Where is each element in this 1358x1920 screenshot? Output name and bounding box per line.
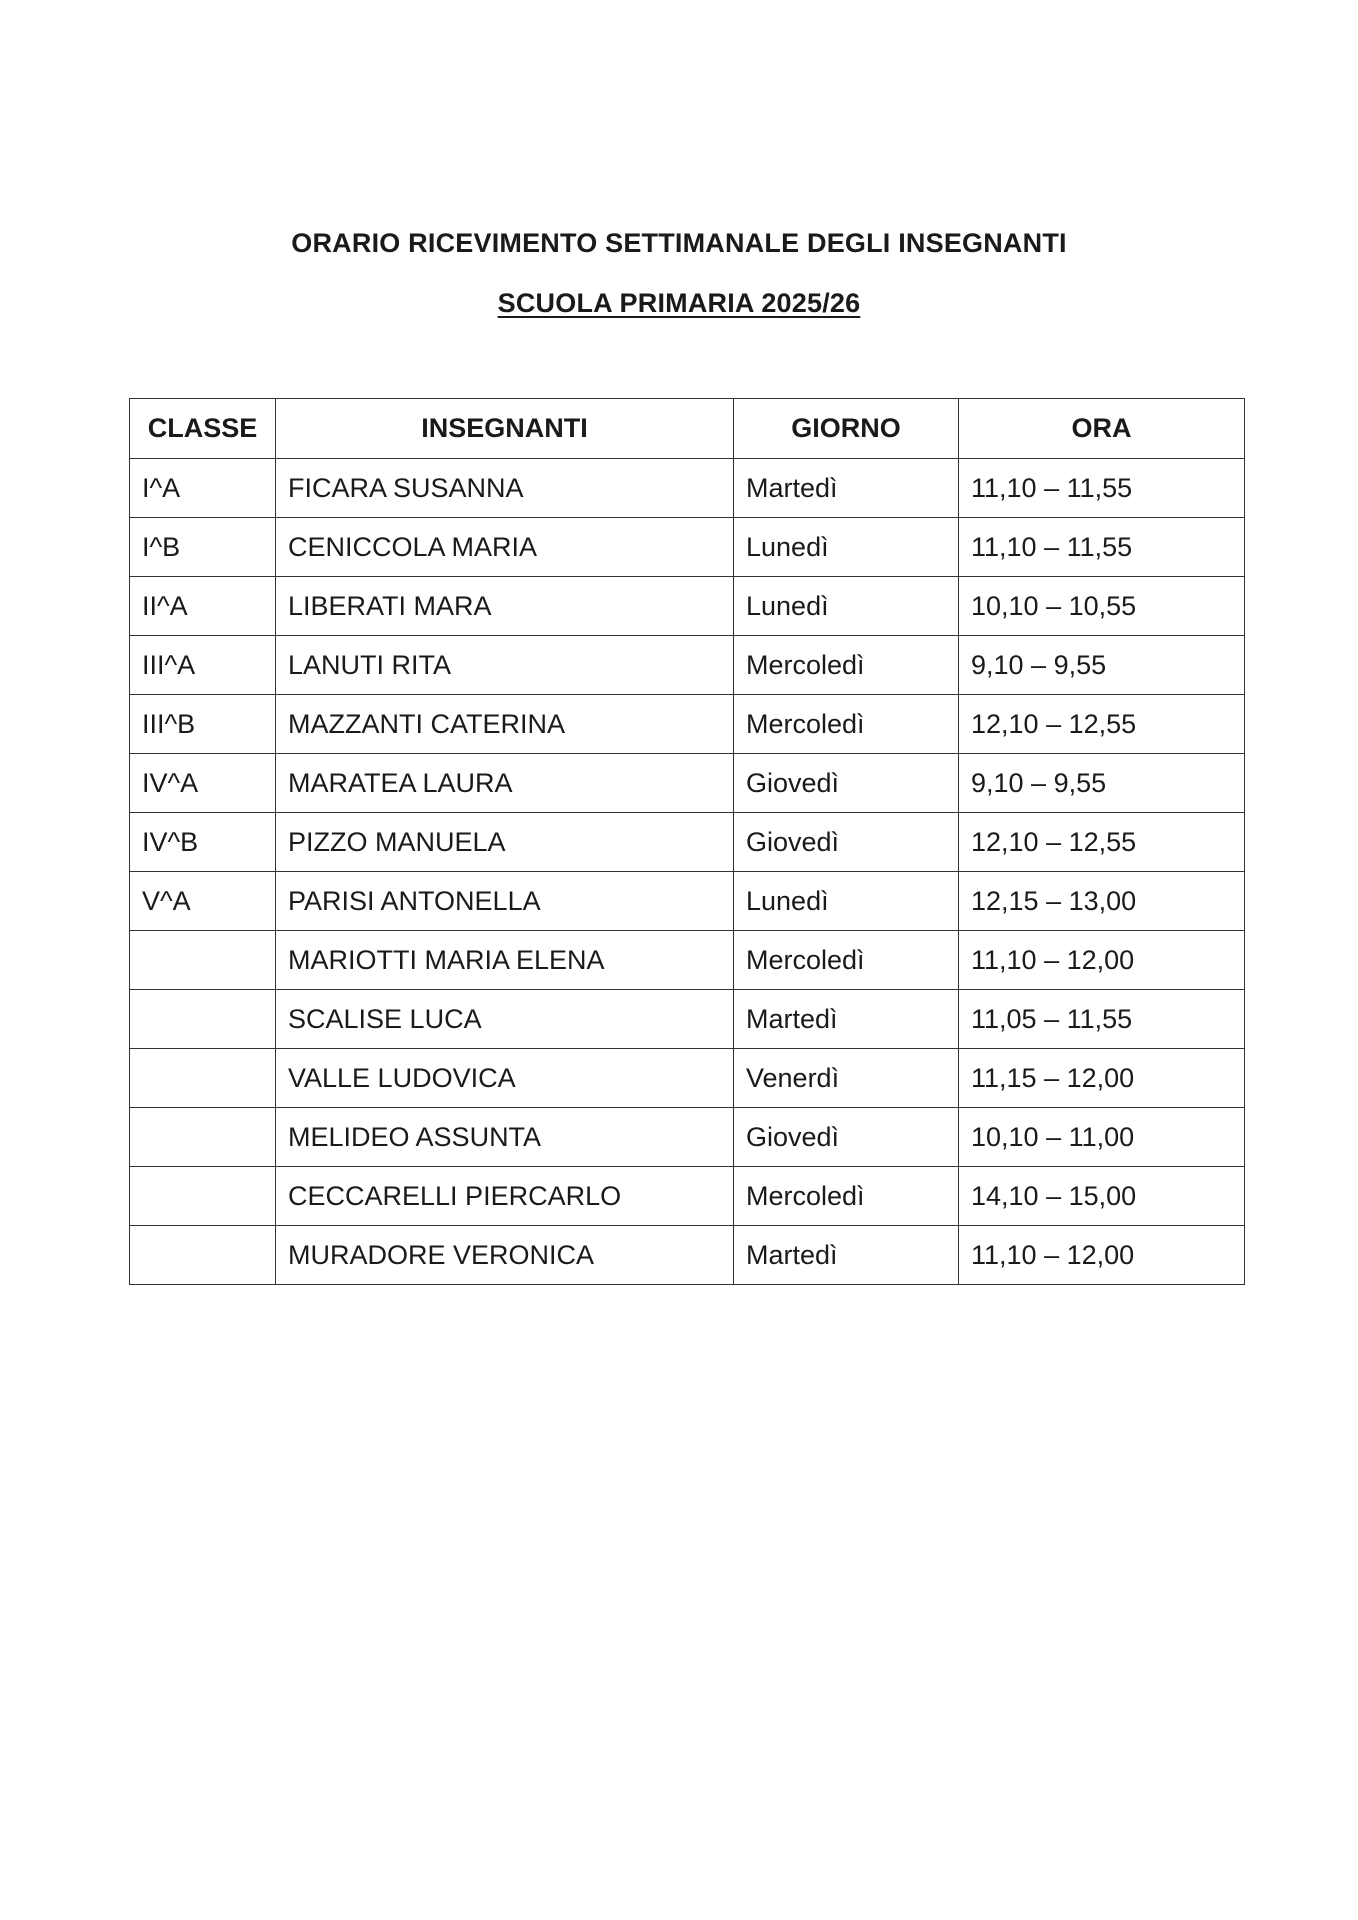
- cell-ora: 12,10 – 12,55: [959, 813, 1245, 872]
- table-row: [130, 636, 1245, 695]
- table-row: [130, 754, 1245, 813]
- cell-giorno: Martedì: [734, 459, 959, 518]
- table-row: [130, 931, 1245, 990]
- cell-classe: IV^B: [130, 813, 276, 872]
- cell-ora: 10,10 – 11,00: [959, 1108, 1245, 1167]
- cell-ora: 11,05 – 11,55: [959, 990, 1245, 1049]
- cell-insegnante: MAZZANTI CATERINA: [276, 695, 734, 754]
- cell-classe: [130, 1049, 276, 1108]
- cell-insegnante: FICARA SUSANNA: [276, 459, 734, 518]
- cell-ora: 11,15 – 12,00: [959, 1049, 1245, 1108]
- table-row: [130, 518, 1245, 577]
- cell-classe: [130, 990, 276, 1049]
- cell-classe: [130, 1167, 276, 1226]
- cell-ora: 10,10 – 10,55: [959, 577, 1245, 636]
- cell-classe: [130, 1226, 276, 1285]
- cell-giorno: Giovedì: [734, 754, 959, 813]
- cell-insegnante: MURADORE VERONICA: [276, 1226, 734, 1285]
- cell-insegnante: MARATEA LAURA: [276, 754, 734, 813]
- cell-classe: [130, 931, 276, 990]
- table-row: [130, 459, 1245, 518]
- cell-giorno: Mercoledì: [734, 695, 959, 754]
- header-insegnanti: INSEGNANTI: [276, 399, 734, 459]
- cell-giorno: Venerdì: [734, 1049, 959, 1108]
- table-row: [130, 1226, 1245, 1285]
- cell-ora: 14,10 – 15,00: [959, 1167, 1245, 1226]
- cell-ora: 11,10 – 11,55: [959, 518, 1245, 577]
- cell-classe: I^A: [130, 459, 276, 518]
- cell-classe: I^B: [130, 518, 276, 577]
- cell-giorno: Giovedì: [734, 813, 959, 872]
- cell-classe: III^A: [130, 636, 276, 695]
- table-row: [130, 1167, 1245, 1226]
- cell-giorno: Mercoledì: [734, 931, 959, 990]
- table-row: [130, 1108, 1245, 1167]
- table-row: [130, 872, 1245, 931]
- cell-ora: 11,10 – 11,55: [959, 459, 1245, 518]
- cell-classe: IV^A: [130, 754, 276, 813]
- cell-giorno: Martedì: [734, 990, 959, 1049]
- cell-insegnante: LIBERATI MARA: [276, 577, 734, 636]
- table-row: [130, 813, 1245, 872]
- cell-insegnante: LANUTI RITA: [276, 636, 734, 695]
- header-ora: ORA: [959, 399, 1245, 459]
- table-row: [130, 695, 1245, 754]
- cell-giorno: Lunedì: [734, 872, 959, 931]
- document-title: ORARIO RICEVIMENTO SETTIMANALE DEGLI INSEGNANTI: [291, 228, 1067, 258]
- header-giorno: GIORNO: [734, 399, 959, 459]
- table-header-row: [130, 399, 1245, 459]
- cell-ora: 11,10 – 12,00: [959, 931, 1245, 990]
- table-row: [130, 1049, 1245, 1108]
- cell-insegnante: PIZZO MANUELA: [276, 813, 734, 872]
- cell-giorno: Lunedì: [734, 518, 959, 577]
- cell-classe: II^A: [130, 577, 276, 636]
- table-row: [130, 990, 1245, 1049]
- cell-insegnante: MELIDEO ASSUNTA: [276, 1108, 734, 1167]
- cell-ora: 9,10 – 9,55: [959, 636, 1245, 695]
- cell-insegnante: MARIOTTI MARIA ELENA: [276, 931, 734, 990]
- cell-classe: [130, 1108, 276, 1167]
- cell-giorno: Mercoledì: [734, 1167, 959, 1226]
- cell-insegnante: SCALISE LUCA: [276, 990, 734, 1049]
- cell-giorno: Lunedì: [734, 577, 959, 636]
- cell-giorno: Giovedì: [734, 1108, 959, 1167]
- cell-insegnante: CENICCOLA MARIA: [276, 518, 734, 577]
- cell-ora: 9,10 – 9,55: [959, 754, 1245, 813]
- cell-classe: V^A: [130, 872, 276, 931]
- document-subtitle: SCUOLA PRIMARIA 2025/26: [497, 288, 861, 318]
- schedule-table: [129, 398, 1245, 1285]
- cell-ora: 11,10 – 12,00: [959, 1226, 1245, 1285]
- cell-giorno: Martedì: [734, 1226, 959, 1285]
- cell-ora: 12,10 – 12,55: [959, 695, 1245, 754]
- cell-insegnante: VALLE LUDOVICA: [276, 1049, 734, 1108]
- cell-insegnante: PARISI ANTONELLA: [276, 872, 734, 931]
- header-classe: CLASSE: [130, 399, 276, 459]
- table-row: [130, 577, 1245, 636]
- cell-insegnante: CECCARELLI PIERCARLO: [276, 1167, 734, 1226]
- cell-ora: 12,15 – 13,00: [959, 872, 1245, 931]
- cell-giorno: Mercoledì: [734, 636, 959, 695]
- cell-classe: III^B: [130, 695, 276, 754]
